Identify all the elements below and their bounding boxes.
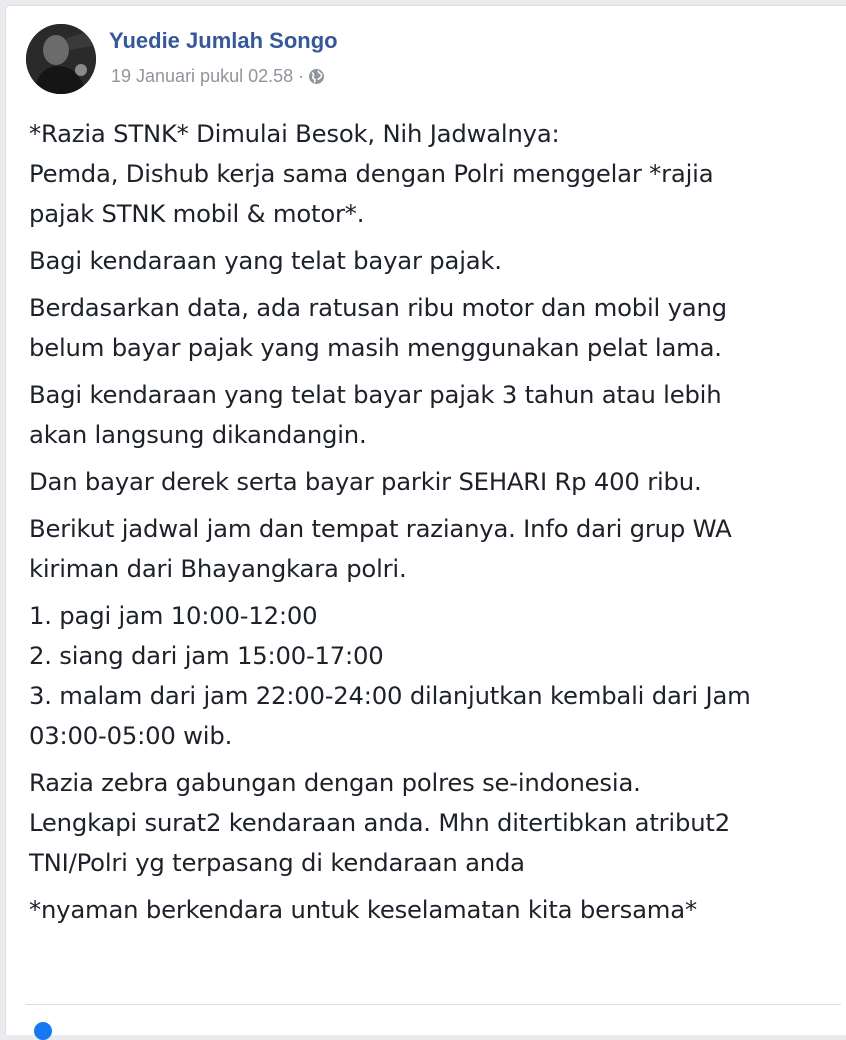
schedule-item: 03:00-05:00 wib. (29, 721, 233, 750)
post-body (29, 114, 841, 937)
post-paragraph (29, 890, 841, 930)
post-text-line: Razia zebra gabungan dengan polres se-indonesia. (29, 768, 641, 797)
post-text-line: belum bayar pajak yang masih menggunakan pelat lama. (29, 333, 722, 362)
meta-separator: · (298, 66, 305, 86)
post-text-line: akan langsung dikandangin. (29, 420, 367, 449)
post-paragraph (29, 241, 841, 281)
post-text-line: TNI/Polri yg terpasang di kendaraan anda (29, 848, 525, 877)
post-paragraph (29, 288, 841, 368)
post-text-line: Berdasarkan data, ada ratusan ribu motor dan mobil yang (29, 293, 727, 322)
post-paragraph (29, 114, 841, 234)
schedule-item: 2. siang dari jam 15:00-17:00 (29, 641, 384, 670)
post-paragraph (29, 763, 841, 883)
post-text-line: Berikut jadwal jam dan tempat razianya. Info dari grup WA (29, 514, 732, 543)
post-text-line: Lengkapi surat2 kendaraan anda. Mhn ditertibkan atribut2 (29, 808, 730, 837)
post-paragraph (29, 509, 841, 589)
like-reaction-icon[interactable] (34, 1022, 52, 1040)
author-name-link[interactable]: Yuedie Jumlah Songo (109, 28, 338, 53)
post-text-line: *Razia STNK* Dimulai Besok, Nih Jadwalnya: (29, 119, 560, 148)
post-card (5, 5, 846, 1035)
post-text-line: kiriman dari Bhayangkara polri. (29, 554, 407, 583)
schedule-item: 1. pagi jam 10:00-12:00 (29, 601, 318, 630)
post-text-line: Bagi kendaraan yang telat bayar pajak. (29, 246, 502, 275)
post-paragraph (29, 375, 841, 455)
avatar-image (26, 24, 96, 94)
avatar[interactable] (26, 24, 96, 94)
post-text-line: Dan bayar derek serta bayar parkir SEHARI Rp 400 ribu. (29, 467, 702, 496)
post-timestamp[interactable]: 19 Januari pukul 02.58 (111, 66, 294, 86)
post-text-line: Bagi kendaraan yang telat bayar pajak 3 tahun atau lebih (29, 380, 722, 409)
post-text-line: pajak STNK mobil & motor*. (29, 199, 365, 228)
globe-icon[interactable] (308, 68, 325, 85)
schedule-list (29, 596, 841, 756)
post-text-line: *nyaman berkendara untuk keselamatan kita bersama* (29, 895, 697, 924)
post-paragraph (29, 462, 841, 502)
post-header (26, 24, 826, 94)
post-meta (111, 66, 325, 87)
schedule-item: 3. malam dari jam 22:00-24:00 dilanjutkan kembali dari Jam (29, 681, 751, 710)
post-divider (26, 1004, 841, 1005)
post-text-line: Pemda, Dishub kerja sama dengan Polri menggelar *rajia (29, 159, 714, 188)
